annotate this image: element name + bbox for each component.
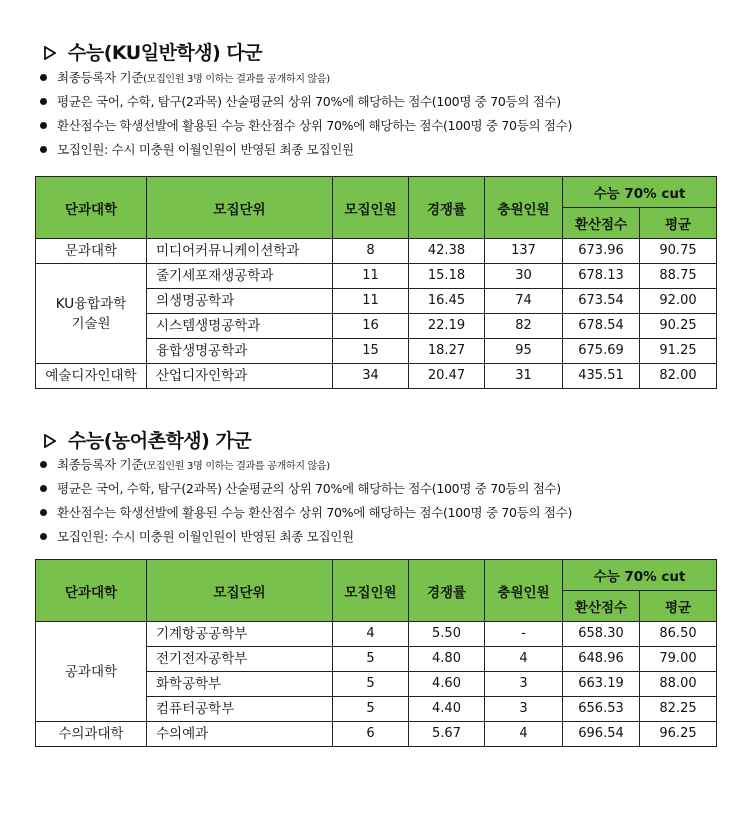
header-cut-group: 수능 70% cut [563,560,717,591]
bullet-dot-icon [40,509,47,516]
converted-cell: 678.54 [563,314,640,339]
table-row [36,264,717,289]
converted-cell: 673.96 [563,239,640,264]
header-cut-group: 수능 70% cut [563,177,717,208]
quota-cell: 5 [333,647,409,672]
fill-cell: 4 [485,647,563,672]
average-cell: 92.00 [640,289,717,314]
header-competition: 경쟁률 [409,560,485,622]
header-average: 평균 [640,591,717,622]
competition-cell: 4.80 [409,647,485,672]
quota-cell: 4 [333,622,409,647]
unit-cell: 기계항공공학부 [147,622,333,647]
competition-cell: 5.50 [409,622,485,647]
header-converted: 환산점수 [563,208,640,239]
section-title-text: 수능(농어촌학생) 가군 [68,430,252,452]
competition-cell: 15.18 [409,264,485,289]
note-item: 최종등록자 기준(모집인원 3명 이하는 결과를 공개하지 않음) [40,66,572,90]
average-cell: 88.00 [640,672,717,697]
header-college: 단과대학 [36,560,147,622]
bullet-dot-icon [40,146,47,153]
quota-cell: 34 [333,364,409,389]
unit-cell: 융합생명공학과 [147,339,333,364]
competition-cell: 18.27 [409,339,485,364]
header-fill: 충원인원 [485,177,563,239]
header-quota: 모집인원 [333,177,409,239]
unit-cell: 미디어커뮤니케이션학과 [147,239,333,264]
quota-cell: 8 [333,239,409,264]
competition-cell: 16.45 [409,289,485,314]
converted-cell: 678.13 [563,264,640,289]
bullet-dot-icon [40,122,47,129]
college-cell: 예술디자인대학 [36,364,147,389]
college-cell: 수의과대학 [36,722,147,747]
header-quota: 모집인원 [333,560,409,622]
unit-cell: 시스템생명공학과 [147,314,333,339]
fill-cell: 30 [485,264,563,289]
quota-cell: 5 [333,697,409,722]
fill-cell: 3 [485,697,563,722]
unit-cell: 컴퓨터공학부 [147,697,333,722]
converted-cell: 435.51 [563,364,640,389]
fill-cell: 137 [485,239,563,264]
fill-cell: 31 [485,364,563,389]
quota-cell: 6 [333,722,409,747]
triangle-bullet-icon [44,46,56,60]
note-item: 평균은 국어, 수학, 탐구(2과목) 산술평균의 상위 70%에 해당하는 점수(100명 중 70등의 점수) [40,90,572,114]
fill-cell: 74 [485,289,563,314]
unit-cell: 줄기세포재생공학과 [147,264,333,289]
note-item: 모집인원: 수시 미충원 이월인원이 반영된 최종 모집인원 [40,138,572,162]
average-cell: 90.75 [640,239,717,264]
results-table [35,559,717,747]
competition-cell: 42.38 [409,239,485,264]
note-item: 환산점수는 학생선발에 활용된 수능 환산점수 상위 70%에 해당하는 점수(100명 중 70등의 점수) [40,114,572,138]
fill-cell: 95 [485,339,563,364]
average-cell: 88.75 [640,264,717,289]
note-item: 최종등록자 기준(모집인원 3명 이하는 결과를 공개하지 않음) [40,453,572,477]
note-item: 평균은 국어, 수학, 탐구(2과목) 산술평균의 상위 70%에 해당하는 점수(100명 중 70등의 점수) [40,477,572,501]
header-average: 평균 [640,208,717,239]
average-cell: 82.25 [640,697,717,722]
bullet-dot-icon [40,74,47,81]
bullet-dot-icon [40,98,47,105]
unit-cell: 전기전자공학부 [147,647,333,672]
fill-cell: 4 [485,722,563,747]
fill-cell: 82 [485,314,563,339]
unit-cell: 의생명공학과 [147,289,333,314]
note-item: 모집인원: 수시 미충원 이월인원이 반영된 최종 모집인원 [40,525,572,549]
quota-cell: 5 [333,672,409,697]
unit-cell: 산업디자인학과 [147,364,333,389]
section-title [44,426,251,453]
quota-cell: 15 [333,339,409,364]
header-unit: 모집단위 [147,560,333,622]
section-title-text: 수능(KU일반학생) 다군 [68,42,263,64]
table-row [36,239,717,264]
average-cell: 79.00 [640,647,717,672]
notes-list [40,66,572,162]
competition-cell: 4.60 [409,672,485,697]
bullet-dot-icon [40,533,47,540]
competition-cell: 20.47 [409,364,485,389]
average-cell: 91.25 [640,339,717,364]
header-competition: 경쟁률 [409,177,485,239]
unit-cell: 수의예과 [147,722,333,747]
converted-cell: 663.19 [563,672,640,697]
header-college: 단과대학 [36,177,147,239]
header-unit: 모집단위 [147,177,333,239]
converted-cell: 656.53 [563,697,640,722]
fill-cell: - [485,622,563,647]
table-row [36,622,717,647]
header-fill: 충원인원 [485,560,563,622]
quota-cell: 11 [333,289,409,314]
note-item: 환산점수는 학생선발에 활용된 수능 환산점수 상위 70%에 해당하는 점수(100명 중 70등의 점수) [40,501,572,525]
competition-cell: 4.40 [409,697,485,722]
college-cell: 공과대학 [36,622,147,722]
converted-cell: 658.30 [563,622,640,647]
bullet-dot-icon [40,485,47,492]
competition-cell: 22.19 [409,314,485,339]
table-row [36,364,717,389]
fill-cell: 3 [485,672,563,697]
header-converted: 환산점수 [563,591,640,622]
converted-cell: 696.54 [563,722,640,747]
competition-cell: 5.67 [409,722,485,747]
average-cell: 82.00 [640,364,717,389]
converted-cell: 675.69 [563,339,640,364]
converted-cell: 673.54 [563,289,640,314]
results-table [35,176,717,389]
quota-cell: 11 [333,264,409,289]
notes-list [40,453,572,549]
college-cell: KU융합과학 기술원 [36,264,147,364]
triangle-bullet-icon [44,434,56,448]
table-row [36,722,717,747]
average-cell: 96.25 [640,722,717,747]
college-cell: 문과대학 [36,239,147,264]
unit-cell: 화학공학부 [147,672,333,697]
converted-cell: 648.96 [563,647,640,672]
quota-cell: 16 [333,314,409,339]
section-title [44,38,262,65]
average-cell: 90.25 [640,314,717,339]
average-cell: 86.50 [640,622,717,647]
bullet-dot-icon [40,461,47,468]
